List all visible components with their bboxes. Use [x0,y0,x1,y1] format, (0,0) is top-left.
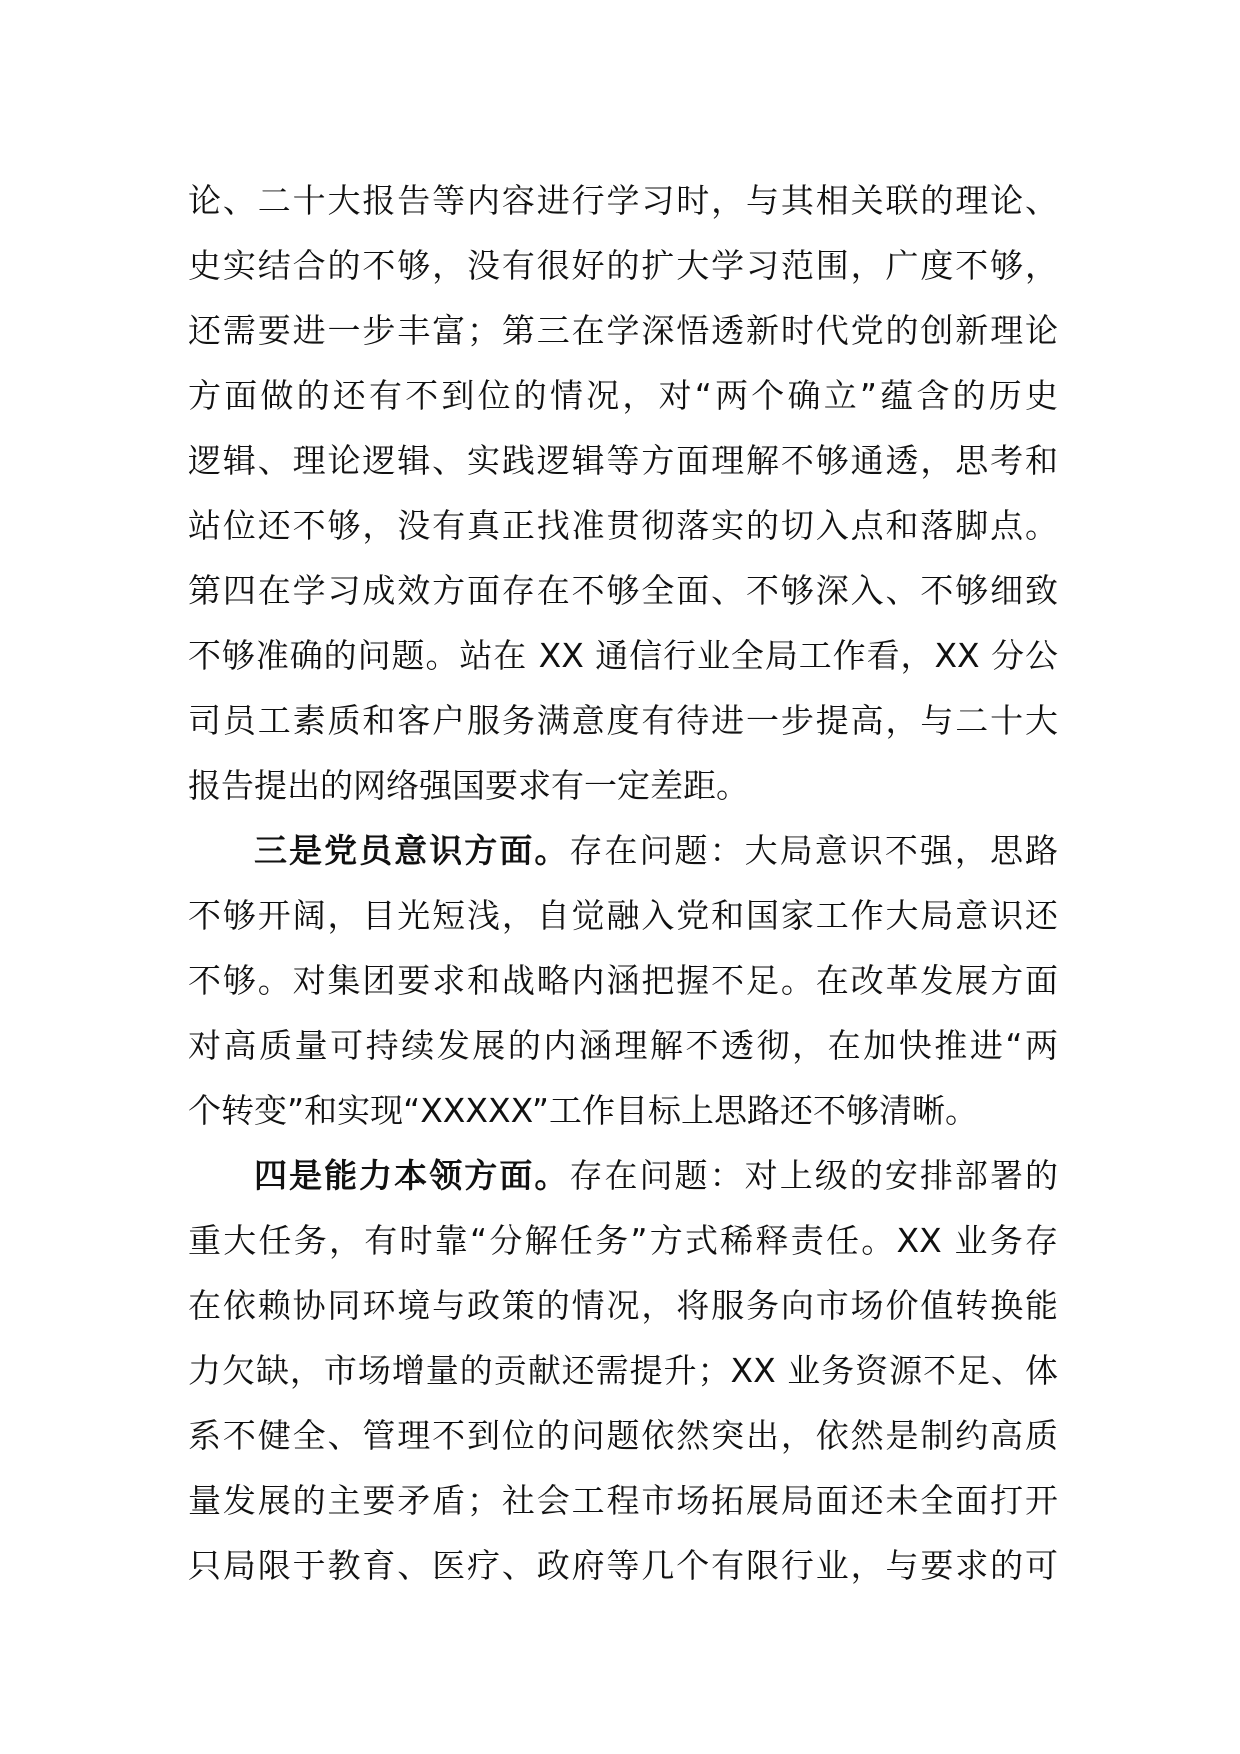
text-line: 重大任务，有时靠“分解任务”方式稀释责任。XX 业务存 [188,1221,1058,1260]
text-line: 方面做的还有不到位的情况，对“两个确立”蕴含的历史 [188,376,1058,415]
paragraph-party-awareness [188,818,1058,1143]
text-line: 论、二十大报告等内容进行学习时，与其相关联的理论、 [188,181,1058,220]
text-line: 只局限于教育、医疗、政府等几个有限行业，与要求的可 [188,1546,1058,1585]
text-line: 在依赖协同环境与政策的情况，将服务向市场价值转换能 [188,1286,1058,1325]
paragraph-study-issues [188,168,1058,818]
text-line: 对高质量可持续发展的内涵理解不透彻，在加快推进“两 [188,1026,1058,1065]
text-line: 不够开阔，目光短浅，自觉融入党和国家工作大局意识还 [188,896,1058,935]
text-line: 逻辑、理论逻辑、实践逻辑等方面理解不够通透，思考和 [188,441,1058,480]
section-heading: 三是党员意识方面。 [254,831,570,870]
text-line [188,818,1058,883]
text-line: 个转变”和实现“XXXXX”工作目标上思路还不够清晰。 [188,1091,978,1130]
text-line: 不够。对集团要求和战略内涵把握不足。在改革发展方面 [188,961,1058,1000]
document-body [188,168,1058,1598]
text-line: 力欠缺，市场增量的贡献还需提升；XX 业务资源不足、体 [188,1351,1058,1390]
paragraph-capability [188,1143,1058,1598]
text-line: 量发展的主要矛盾；社会工程市场拓展局面还未全面打开 [188,1481,1058,1520]
text-line: 报告提出的网络强国要求有一定差距。 [188,766,749,805]
text-line: 第四在学习成效方面存在不够全面、不够深入、不够细致 [188,571,1058,610]
text-run: 存在问题：大局意识不强，思路 [569,831,1059,870]
text-line: 还需要进一步丰富；第三在学深悟透新时代党的创新理论 [188,311,1058,350]
section-heading: 四是能力本领方面。 [254,1156,570,1195]
text-line [188,1143,1058,1208]
text-run: 存在问题：对上级的安排部署的 [569,1156,1059,1195]
text-line: 站位还不够，没有真正找准贯彻落实的切入点和落脚点。 [188,506,1058,545]
text-line: 不够准确的问题。站在 XX 通信行业全局工作看，XX 分公 [188,636,1058,675]
text-line: 史实结合的不够，没有很好的扩大学习范围，广度不够， [188,246,1058,285]
text-line: 司员工素质和客户服务满意度有待进一步提高，与二十大 [188,701,1058,740]
text-line: 系不健全、管理不到位的问题依然突出，依然是制约高质 [188,1416,1058,1455]
